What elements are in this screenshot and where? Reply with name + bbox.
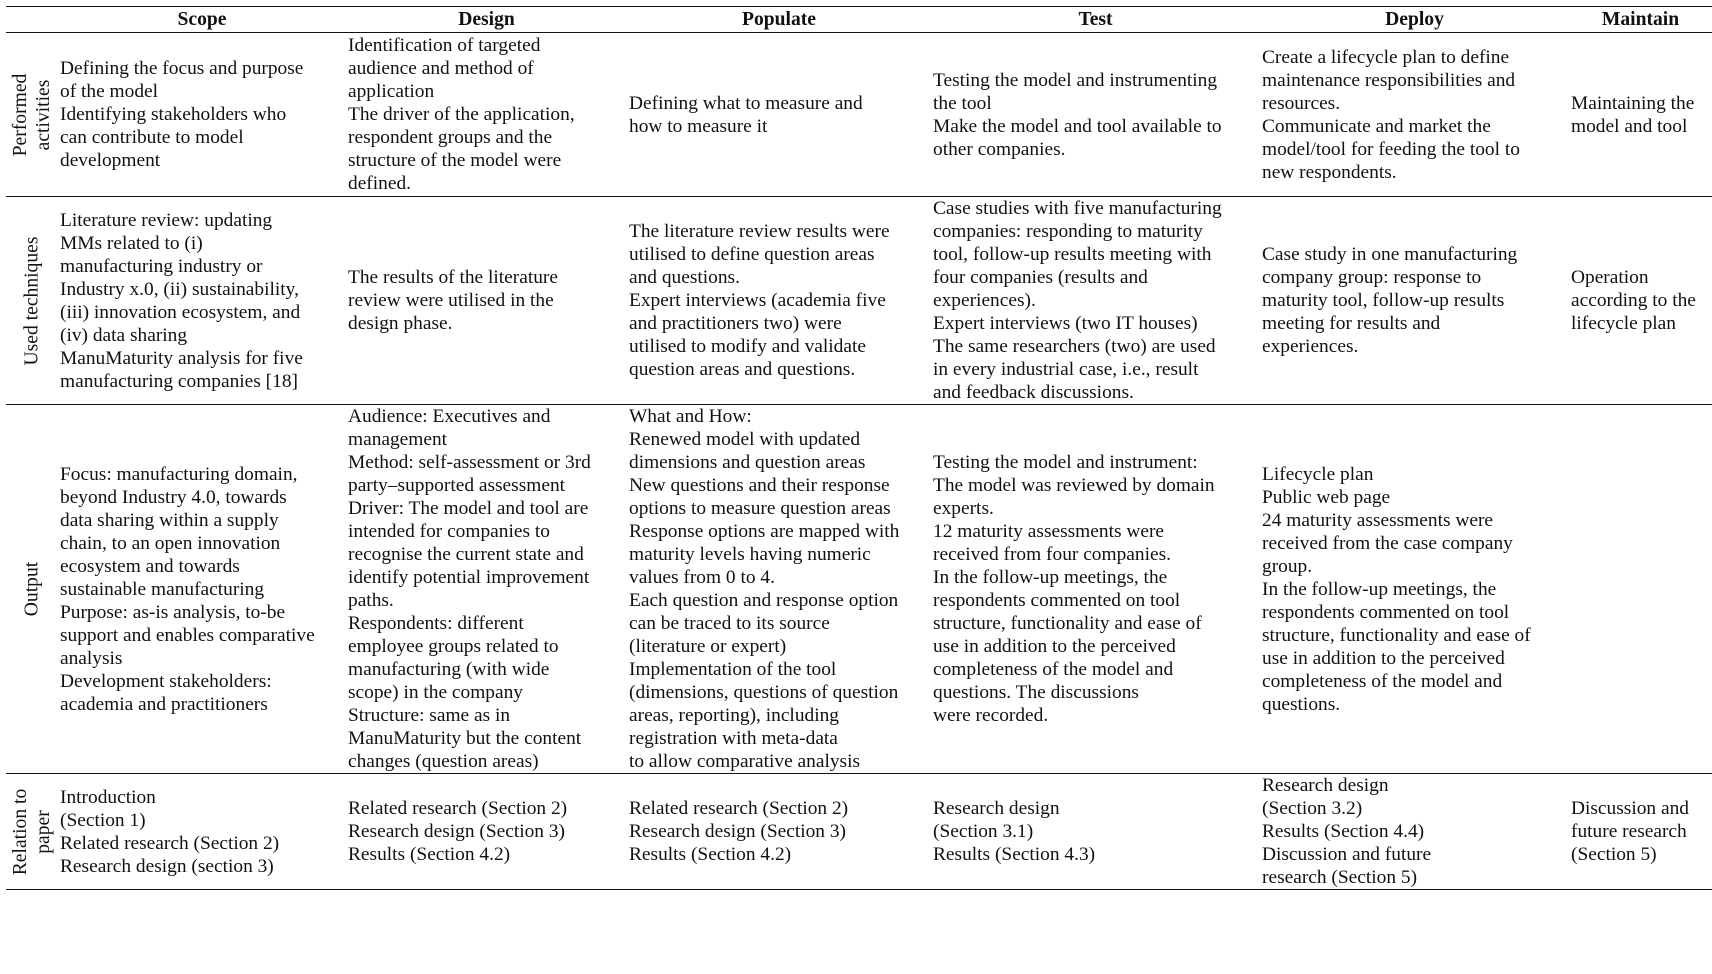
cell-line: structure, functionality and ease of: [1262, 624, 1531, 646]
row-label-line: Output: [21, 561, 43, 617]
cell-line: support and enables comparative: [60, 624, 315, 646]
cell-line: experiences.: [1262, 336, 1359, 357]
cell-scope: [58, 774, 346, 890]
row-label-text: [9, 73, 55, 156]
row-label-line: Performed: [10, 73, 31, 156]
row-used-techniques: [6, 197, 1712, 405]
header-row: [6, 7, 1712, 33]
cell-line: Public web page: [1262, 486, 1391, 508]
cell-line: scope) in the company: [348, 682, 523, 703]
cell-line: can be traced to its source: [629, 613, 830, 634]
cell-line: employee groups related to: [348, 636, 559, 657]
cell-line: new respondents.: [1262, 161, 1397, 183]
cell-line: Results (Section 4.3): [933, 844, 1096, 865]
cell-line: can contribute to model: [60, 127, 244, 148]
cell-line: options to measure question areas: [629, 498, 891, 519]
cell-line: tool, follow-up results meeting with: [933, 244, 1212, 265]
cell-line: Development stakeholders:: [60, 670, 272, 692]
cell-line: ManuMaturity but the content: [348, 728, 582, 749]
cell-line: manufacturing companies [18]: [60, 370, 298, 392]
row-performed-activities: [6, 33, 1712, 197]
cell-line: academia and practitioners: [60, 693, 268, 715]
cell-scope: [58, 33, 346, 197]
cell-line: dimensions and question areas: [629, 452, 866, 473]
lifecycle-table: [6, 6, 1712, 890]
row-label: [6, 774, 58, 890]
cell-line: Case study in one manufacturing: [1262, 244, 1518, 265]
cell-line: Related research (Section 2): [348, 798, 568, 819]
cell-line: respondent groups and the: [348, 127, 553, 148]
cell-line: group.: [1262, 555, 1313, 577]
cell-line: Method: self-assessment or 3rd: [348, 452, 591, 473]
cell-scope: [58, 405, 346, 774]
cell-line: In the follow-up meetings, the: [933, 567, 1168, 588]
cell-line: maintenance responsibilities and: [1262, 69, 1516, 91]
cell-populate: [627, 197, 931, 405]
cell-line: Defining what to measure and: [629, 92, 863, 114]
cell-line: ecosystem and towards: [60, 555, 240, 577]
cell-line: received from the case company: [1262, 532, 1513, 554]
cell-line: Results (Section 4.2): [629, 844, 792, 865]
cell-line: Purpose: as-is analysis, to-be: [60, 601, 286, 623]
cell-line: received from four companies.: [933, 544, 1171, 565]
cell-line: respondents commented on tool: [933, 590, 1181, 611]
cell-line: Audience: Executives and: [348, 406, 551, 427]
cell-line: questions.: [1262, 693, 1341, 715]
row-label-text: [9, 788, 55, 875]
cell-line: Results (Section 4.2): [348, 844, 511, 865]
cell-line: resources.: [1262, 92, 1341, 114]
cell-line: Research design: [933, 798, 1060, 819]
cell-line: Related research (Section 2): [60, 832, 280, 854]
cell-line: meeting for results and: [1262, 313, 1441, 334]
cell-populate: [627, 774, 931, 890]
row-label-line: activities: [33, 79, 54, 150]
cell-line: manufacturing (with wide: [348, 659, 550, 680]
cell-line: development: [60, 150, 161, 171]
cell-line: Expert interviews (academia five: [629, 290, 886, 311]
cell-line: Response options are mapped with: [629, 521, 900, 542]
table-body: [6, 33, 1712, 890]
cell-line: model/tool for feeding the tool to: [1262, 138, 1520, 160]
cell-line: Research design: [1262, 775, 1389, 796]
cell-line: MMs related to (i): [60, 232, 203, 254]
cell-line: in every industrial case, i.e., result: [933, 359, 1199, 380]
cell-line: The literature review results were: [629, 221, 890, 242]
row-label-line: Used techniques: [21, 236, 43, 365]
cell-line: research (Section 5): [1262, 867, 1418, 888]
cell-deploy: [1260, 197, 1569, 405]
cell-populate: [627, 405, 931, 774]
row-label-line: Relation to: [10, 788, 31, 875]
cell-line: registration with meta-data: [629, 728, 838, 749]
cell-line: use in addition to the perceived: [1262, 647, 1505, 669]
cell-line: other companies.: [933, 138, 1066, 160]
cell-line: design phase.: [348, 313, 453, 334]
cell-line: application: [348, 81, 435, 102]
cell-line: and practitioners two) were: [629, 313, 842, 334]
cell-deploy: [1260, 405, 1569, 774]
cell-line: Related research (Section 2): [629, 798, 849, 819]
cell-test: [931, 405, 1260, 774]
header-design: Design: [458, 8, 515, 30]
cell-line: Communicate and market the: [1262, 115, 1491, 137]
cell-line: chain, to an open innovation: [60, 532, 281, 554]
cell-line: Operation: [1571, 267, 1649, 288]
cell-line: lifecycle plan: [1571, 313, 1676, 334]
cell-line: management: [348, 429, 448, 450]
row-label-line: paper: [33, 809, 54, 854]
cell-line: intended for companies to: [348, 521, 550, 542]
cell-line: were recorded.: [933, 705, 1049, 726]
cell-line: changes (question areas): [348, 751, 539, 772]
cell-line: review were utilised in the: [348, 290, 554, 311]
cell-line: data sharing within a supply: [60, 509, 279, 531]
cell-line: Defining the focus and purpose: [60, 58, 304, 79]
cell-line: Respondents: different: [348, 613, 524, 634]
header-row-label: [6, 7, 58, 33]
cell-line: values from 0 to 4.: [629, 567, 775, 588]
cell-line: 24 maturity assessments were: [1262, 509, 1494, 531]
cell-line: Industry x.0, (ii) sustainability,: [60, 278, 299, 300]
cell-line: structure of the model were: [348, 150, 562, 171]
cell-maintain: [1569, 33, 1712, 197]
cell-line: Testing the model and instrument:: [933, 452, 1198, 473]
cell-line: Implementation of the tool: [629, 659, 837, 680]
cell-design: [346, 197, 627, 405]
cell-line: to allow comparative analysis: [629, 751, 861, 772]
cell-test: [931, 774, 1260, 890]
cell-line: Identification of targeted: [348, 35, 541, 56]
cell-line: Discussion and: [1571, 798, 1689, 819]
cell-line: and questions.: [629, 267, 740, 288]
header-test: Test: [1078, 8, 1113, 30]
cell-line: experts.: [933, 498, 994, 519]
cell-line: according to the: [1571, 290, 1696, 311]
row-label: [6, 33, 58, 197]
cell-line: Structure: same as in: [348, 705, 511, 726]
cell-line: (iii) innovation ecosystem, and: [60, 301, 301, 323]
cell-line: Research design (section 3): [60, 855, 274, 877]
cell-line: question areas and questions.: [629, 359, 856, 380]
cell-line: how to measure it: [629, 115, 768, 137]
cell-maintain: [1569, 197, 1712, 405]
cell-line: Lifecycle plan: [1262, 463, 1374, 485]
cell-line: structure, functionality and ease of: [933, 613, 1202, 634]
cell-line: Identifying stakeholders who: [60, 104, 287, 125]
cell-design: [346, 405, 627, 774]
cell-line: In the follow-up meetings, the: [1262, 578, 1497, 600]
cell-line: (Section 3.2): [1262, 798, 1363, 819]
cell-line: maturity levels having numeric: [629, 544, 871, 565]
cell-line: questions. The discussions: [933, 682, 1139, 703]
cell-scope: [58, 197, 346, 405]
cell-line: Maintaining the: [1571, 92, 1695, 114]
cell-line: model and tool: [1571, 115, 1688, 137]
cell-line: audience and method of: [348, 58, 534, 79]
cell-maintain: [1569, 405, 1712, 774]
cell-design: [346, 774, 627, 890]
cell-line: analysis: [60, 647, 123, 669]
cell-line: (dimensions, questions of question: [629, 682, 899, 703]
cell-line: future research: [1571, 821, 1687, 842]
cell-line: Make the model and tool available to: [933, 115, 1222, 137]
cell-line: maturity tool, follow-up results: [1262, 290, 1505, 311]
cell-line: Renewed model with updated: [629, 429, 861, 450]
header-scope: Scope: [177, 8, 227, 30]
cell-line: Create a lifecycle plan to define: [1262, 46, 1510, 68]
cell-line: Results (Section 4.4): [1262, 821, 1425, 842]
cell-line: New questions and their response: [629, 475, 890, 496]
cell-line: The same researchers (two) are used: [933, 336, 1216, 357]
cell-line: The model was reviewed by domain: [933, 475, 1215, 496]
cell-line: utilised to define question areas: [629, 244, 875, 265]
cell-line: (Section 3.1): [933, 821, 1034, 842]
cell-line: What and How:: [629, 406, 752, 427]
cell-line: four companies (results and: [933, 267, 1148, 288]
cell-line: Focus: manufacturing domain,: [60, 463, 298, 485]
cell-line: party–supported assessment: [348, 475, 566, 496]
cell-line: utilised to modify and validate: [629, 336, 866, 357]
cell-line: (iv) data sharing: [60, 324, 188, 346]
cell-populate: [627, 33, 931, 197]
cell-line: the tool: [933, 92, 992, 114]
cell-line: Each question and response option: [629, 590, 899, 611]
cell-test: [931, 33, 1260, 197]
cell-line: completeness of the model and: [1262, 670, 1503, 692]
cell-line: defined.: [348, 173, 411, 194]
header-populate: Populate: [741, 8, 817, 30]
row-relation-to-paper: [6, 774, 1712, 890]
cell-line: Driver: The model and tool are: [348, 498, 589, 519]
cell-line: Testing the model and instrumenting: [933, 69, 1218, 91]
cell-line: and feedback discussions.: [933, 382, 1134, 403]
cell-line: (literature or expert): [629, 636, 787, 657]
header-maintain: Maintain: [1601, 8, 1680, 30]
cell-line: ManuMaturity analysis for five: [60, 347, 303, 369]
cell-line: respondents commented on tool: [1262, 601, 1510, 623]
cell-line: Introduction: [60, 786, 156, 808]
cell-line: Case studies with five manufacturing: [933, 198, 1222, 219]
cell-line: paths.: [348, 590, 394, 611]
cell-line: manufacturing industry or: [60, 255, 263, 277]
cell-line: Research design (Section 3): [629, 821, 846, 842]
row-label: [6, 405, 58, 774]
cell-maintain: [1569, 774, 1712, 890]
cell-line: experiences).: [933, 290, 1036, 311]
cell-line: Expert interviews (two IT houses): [933, 313, 1198, 334]
cell-line: of the model: [60, 81, 159, 102]
cell-line: Literature review: updating: [60, 209, 273, 231]
cell-line: (Section 5): [1571, 844, 1657, 865]
row-label-text: [21, 562, 44, 616]
cell-line: (Section 1): [60, 809, 146, 831]
cell-line: sustainable manufacturing: [60, 578, 265, 600]
cell-line: company group: response to: [1262, 267, 1482, 288]
cell-line: beyond Industry 4.0, towards: [60, 486, 287, 508]
cell-line: identify potential improvement: [348, 567, 590, 588]
cell-deploy: [1260, 33, 1569, 197]
cell-test: [931, 197, 1260, 405]
cell-line: Discussion and future: [1262, 844, 1432, 865]
cell-design: [346, 33, 627, 197]
cell-line: recognise the current state and: [348, 544, 584, 565]
cell-deploy: [1260, 774, 1569, 890]
row-label-text: [21, 236, 44, 365]
cell-line: areas, reporting), including: [629, 705, 839, 726]
cell-line: companies: responding to maturity: [933, 221, 1203, 242]
row-output: [6, 405, 1712, 774]
cell-line: The driver of the application,: [348, 104, 575, 125]
cell-line: 12 maturity assessments were: [933, 521, 1165, 542]
cell-line: The results of the literature: [348, 267, 558, 288]
cell-line: use in addition to the perceived: [933, 636, 1176, 657]
header-deploy: Deploy: [1385, 8, 1444, 30]
cell-line: completeness of the model and: [933, 659, 1174, 680]
row-label: [6, 197, 58, 405]
cell-line: Research design (Section 3): [348, 821, 565, 842]
